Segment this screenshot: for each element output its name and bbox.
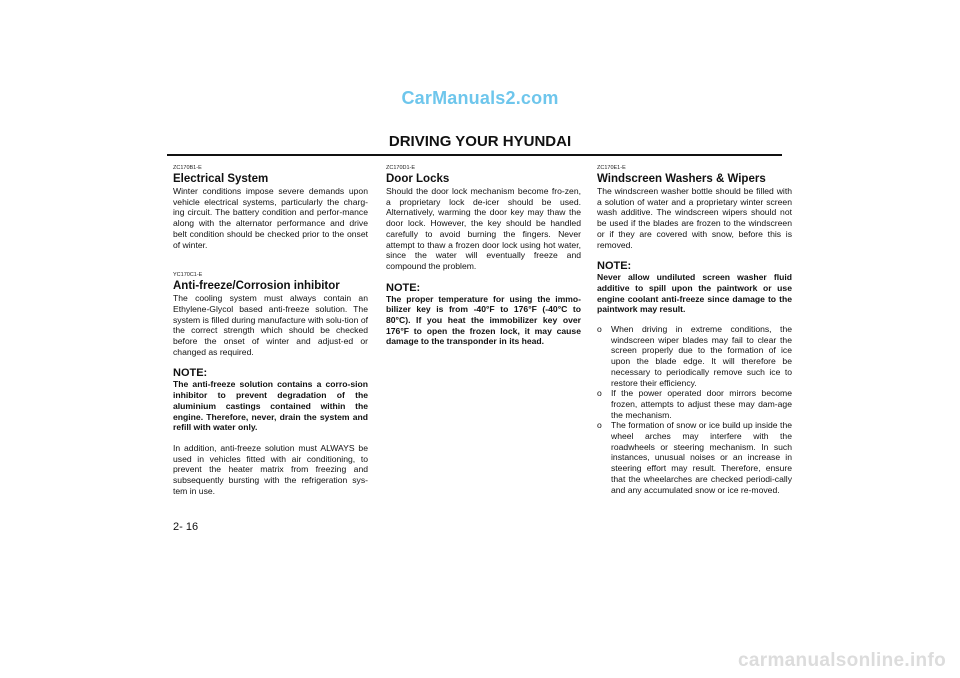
bullet-text: When driving in extreme conditions, the windscreen wiper blades may fail to clear the screen properly due to the formation of ice upon the blade edge. It will therefore be necessary to periodically remove such ice to restore their efficiency.	[611, 324, 792, 388]
column-right	[597, 165, 792, 495]
page-header-title: DRIVING YOUR HYUNDAI	[388, 133, 572, 150]
section-code: ZC170E1-E	[597, 165, 626, 171]
section-text: Winter conditions impose severe demands upon vehicle electrical systems, particularly the charg-ing circuit. The battery condition and perfor-mance along with the alternator performance and drive belt condition should be checked prior to the onset of winter.	[173, 186, 368, 250]
column-left	[173, 165, 368, 496]
bullet-marker: o	[597, 388, 602, 399]
bullet-text: The formation of snow or ice build up inside the wheel arches may interfere with the roadwheels or steering mechanism. In such instances, unusual noises or an increase in steering effort may result. Therefore, ensure that the wheelarches are checked periodi-cally and any accumulated snow or ice re-moved.	[611, 420, 792, 495]
section-text-additional: In addition, anti-freeze solution must ALWAYS be used in vehicles fitted with air conditioning, to prevent the heater matrix from freezing and subsequently bursting with the refrigeration sys-tem in use.	[173, 442, 368, 496]
section-title-windscreen-washers: Windscreen Washers & Wipers	[597, 173, 766, 185]
section-text: The cooling system must always contain an Ethylene-Glycol based anti-freeze solution. The system is filled during manufacture with solu-tion of the correct strength which should be checked before the onset of winter and adjust-ed or changed as required.	[173, 293, 368, 357]
watermark-logo[interactable]: CarManuals2.com	[401, 88, 559, 108]
bullet-list	[597, 324, 792, 495]
list-item	[597, 388, 792, 420]
bullet-marker: o	[597, 420, 602, 431]
list-item	[597, 420, 792, 495]
section-title-electrical-system: Electrical System	[173, 173, 269, 185]
section-text: Should the door lock mechanism become fro-zen, a proprietary lock de-icer should be used. Alternatively, warming the door key may thaw the door lock. However, the key should be handled carefully to avoid burning the fingers. Never attempt to thaw a frozen door lock using hot water, since the water will eventually freeze and compound the problem.	[386, 186, 581, 271]
note-heading: NOTE:	[597, 260, 632, 273]
bullet-text: If the power operated door mirrors become frozen, attempts to adjust these may dam-age the mechanism.	[611, 388, 792, 420]
note-text: The anti-freeze solution contains a corro-sion inhibitor to prevent degradation of the aluminium castings contained within the engine. Therefore, never, drain the system and refill with water only.	[173, 379, 368, 433]
section-text: The windscreen washer bottle should be filled with a solution of water and a proprietary winter screen wash additive. The windscreen wipers should not be used if the blades are frozen to the windscreen or if they are covered with snow, before this is removed.	[597, 186, 792, 250]
watermark-footer[interactable]: carmanualsonline.info	[738, 650, 946, 671]
note-text: The proper temperature for using the immo-bilizer key is from -40°F to 176°F (-40°C to 80°C). If you heat the immobilizer key over 176°F to open the frozen lock, it may cause damage to the transponder in its head.	[386, 293, 581, 347]
section-title-door-locks: Door Locks	[386, 173, 450, 185]
page-number: 2- 16	[173, 521, 199, 533]
section-code: ZC170B1-E	[173, 165, 202, 171]
note-heading: NOTE:	[386, 281, 421, 294]
header-divider	[167, 154, 782, 156]
bullet-marker: o	[597, 324, 602, 335]
section-code: YC170C1-E	[173, 272, 203, 279]
section-title-anti-freeze: Anti-freeze/Corrosion inhibitor	[173, 280, 340, 293]
list-item	[597, 324, 792, 388]
note-text: Never allow undiluted screen washer fluid additive to spill upon the paintwork or use engine coolant anti-freeze since damage to the paintwork may result.	[597, 272, 792, 315]
column-middle	[386, 165, 581, 347]
section-code: ZC170D1-E	[386, 165, 416, 171]
note-heading: NOTE:	[173, 367, 208, 380]
